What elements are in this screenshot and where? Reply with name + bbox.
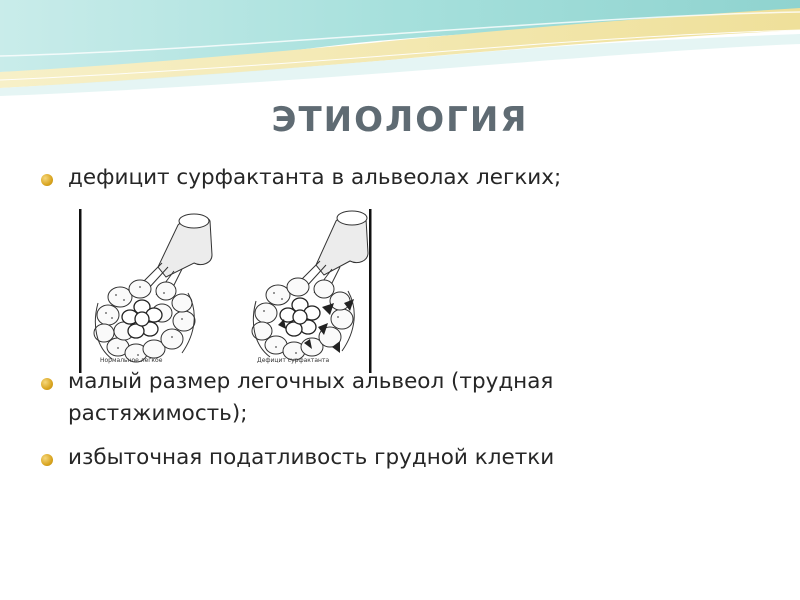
normal-alveoli-drawing <box>94 214 212 362</box>
bullet-text: избыточная податливость грудной клетки <box>68 445 555 470</box>
slide-title: ЭТИОЛОГИЯ <box>271 100 529 140</box>
top-wave-decoration <box>0 0 800 100</box>
bullet-dot-icon <box>41 378 53 390</box>
bullet-dot-icon <box>41 454 53 466</box>
figure-caption-normal: Нормальное легкое <box>100 357 163 364</box>
bullet-text: малый размер легочных альвеол (трудная <box>68 369 554 394</box>
deficit-alveoli-drawing <box>252 211 368 360</box>
bullet-dot-icon <box>41 174 53 186</box>
bullet-text: дефицит сурфактанта в альвеолах легких; <box>68 165 562 190</box>
figure-caption-deficit: Дефицит сурфактанта <box>257 357 330 364</box>
alveoli-illustration <box>78 207 374 375</box>
bullet-text-continuation: растяжимость); <box>68 401 248 426</box>
